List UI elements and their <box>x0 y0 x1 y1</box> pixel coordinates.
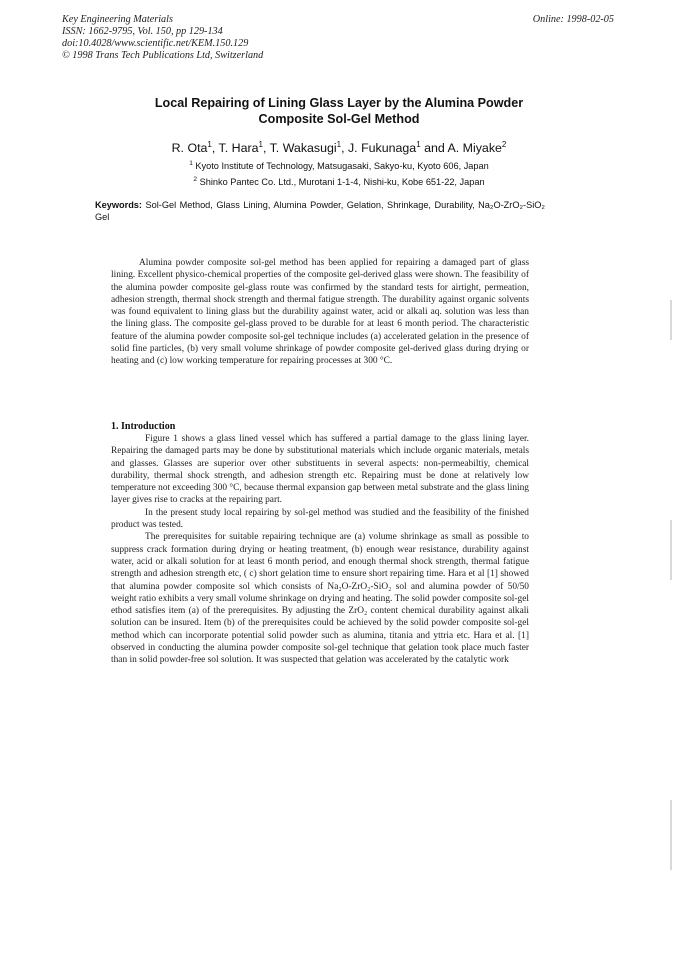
introduction-body <box>111 433 529 667</box>
author: T. Wakasugi$^1$, <box>269 140 348 156</box>
keywords <box>95 199 545 223</box>
abstract: Alumina powder composite sol-gel method has been applied for repairing a damaged part of glass lining. Excellent physico-chemical properties of the composite gel-derived glass were shown. The feasibility of the alumina powder composite gel-glass route was confirmed by the standard tests for airtight, permeation, adhesion strength, thermal shock strength and thermal fatigue strength. The durability against organic solvents was found equivalent to lining glass but the durability against water, acid or alkali aq. solution was less than the lining glass. The composite gel-glass proved to be durable for at least 6 month period. The characteristic feature of the alumina powder composite sol-gel technique includes (a) accelerated gelation in the presence of solid fine particles, (b) very small volume shrinkage of powder composite gel-derived glass during drying or heating and (c) low working temperature for repairing processes at 300 °C. <box>111 258 529 367</box>
affiliation-2: $^2$ Shinko Pantec Co. Ltd., Murotani 1-1-4, Nishi-ku, Kobe 651-22, Japan <box>193 176 485 188</box>
scan-edge-mark <box>670 520 672 580</box>
author: A. Miyake$^2$ <box>447 140 507 156</box>
keywords-text: Sol-Gel Method, Glass Lining, Alumina Powder, Gelation, Shrinkage, Durability, Na₂O-ZrO₂-SiO₂ Gel <box>95 200 545 222</box>
author-list <box>60 140 618 155</box>
paragraph: In the present study local repairing by sol-gel method was studied and the feasibility of the finished product was tested. <box>111 507 529 531</box>
online-date: Online: 1998-02-05 <box>532 14 614 25</box>
paper-title <box>90 95 588 127</box>
issn-line: ISSN: 1662-9795, Vol. 150, pp 129-134 <box>62 26 223 37</box>
author: T. Hara$^1$, <box>218 140 270 156</box>
paragraph: The prerequisites for suitable repairing technique are (a) volume shrinkage as small as possible to suppress crack formation during drying or heating treatment, (b) enough wear resistance, durability against water, acid or alkali solution for at least 6 month period, and enough thermal shock strength, thermal fatigue strength and adhesion strength etc, ( c) short gelation time to ensure short repairing time. Hara et al [1] showed that alumina powder composite sol which consists of Na₂O-ZrO₂-SiO₂ sol and alumina powder of 50/50 weight ratio exhibits a very small volume shrinkage on drying and heating. The solid powder composite sol-gel ethod satisfies item (a) of the prerequisites. By adjusting the ZrO₂ content chemical durability against alkali solution can be insured. Item (b) of the prerequisites could be achieved by the solid powder composite sol-gel method which can incorporate potential solid powder such as alumina, titania and yttria etc. Hara et al. [1] observed in conducting the alumina powder composite sol-gel technique that gelation took place much faster than in solid powder-free sol solution. It was suspected that gelation was accelerated by the catalytic work <box>111 532 529 666</box>
scan-edge-mark <box>670 800 672 870</box>
journal-name: Key Engineering Materials <box>62 14 173 25</box>
title-line-2: Composite Sol-Gel Method <box>258 112 420 126</box>
affiliation-1: $^1$ Kyoto Institute of Technology, Matsugasaki, Sakyo-ku, Kyoto 606, Japan <box>189 160 489 172</box>
author: R. Ota$^1$, <box>171 140 219 156</box>
paragraph: Figure 1 shows a glass lined vessel which has suffered a partial damage to the glass lining layer. Repairing the damaged parts may be done by substitutional materials which include organic materials, metals and glasses. Glasses are superior over other substituents in several aspects: non-permeabiltiy, chemical durability, thermal shock strength, and adhesion strength etc. Repairing must be done at relatively low temperature not exceeding 300 °C, because thermal expansion gap between metal substrate and the glass lining layer gives rise to cracks at the repairing part. <box>111 434 529 506</box>
publication-metadata <box>62 14 263 62</box>
keywords-label: Keywords: <box>95 200 142 210</box>
author: J. Fukunaga$^1$ and <box>347 140 448 156</box>
scan-edge-mark <box>670 300 672 340</box>
copyright-line: © 1998 Trans Tech Publications Ltd, Switzerland <box>62 50 264 61</box>
doi-link[interactable]: doi:10.4028/www.scientific.net/KEM.150.129 <box>62 38 249 49</box>
title-line-1: Local Repairing of Lining Glass Layer by the Alumina Powder <box>154 96 524 110</box>
section-heading: 1. Introduction <box>111 421 176 432</box>
